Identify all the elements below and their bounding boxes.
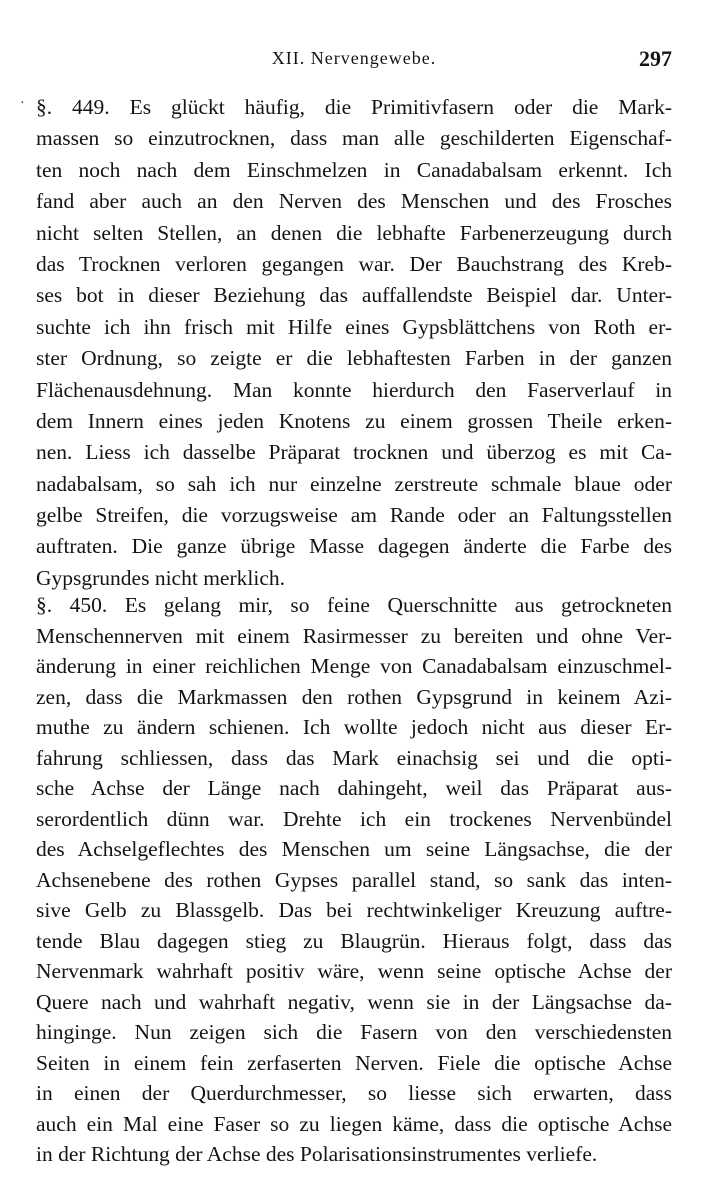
- text-line: massen so einzutrocknen, dass man alle geschilderten Eigenschaf-: [36, 126, 672, 151]
- text-line: änderung in einer reichlichen Menge von Canadabalsam einzuschmel-: [36, 654, 672, 678]
- text-line: §. 450. Es gelang mir, so feine Querschnitte aus getrockneten: [36, 593, 672, 617]
- text-line: Quere nach und wahrhaft negativ, wenn sie in der Längsachse da-: [36, 989, 672, 1014]
- text-line: das Trocknen verloren gegangen war. Der Bauchstrang des Kreb-: [36, 251, 672, 276]
- text-line: in der Richtung der Achse des Polarisationsinstrumentes verliefe.: [36, 1142, 598, 1166]
- text-line: muthe zu ändern schienen. Ich wollte jedoch nicht aus dieser Er-: [36, 715, 672, 739]
- text-line: Flächenausdehnung. Man konnte hierdurch den Faserverlauf in: [36, 377, 672, 402]
- text-line: in einen der Querdurchmesser, so liesse sich erwarten, dass: [36, 1081, 672, 1105]
- text-line: ses bot in dieser Beziehung das auffallendste Beispiel dar. Unter-: [36, 283, 672, 308]
- text-line: nen. Liess ich dasselbe Präparat trocknen und überzog es mit Ca-: [36, 440, 672, 465]
- text-line: hinginge. Nun zeigen sich die Fasern von den verschiedensten: [36, 1020, 672, 1044]
- text-line: Menschennerven mit einem Rasirmesser zu bereiten und ohne Ver-: [36, 623, 672, 648]
- text-line: ster Ordnung, so zeigte er die lebhaftesten Farben in der ganzen: [36, 346, 672, 371]
- paragraph-449: [36, 92, 672, 594]
- text-line: Nervenmark wahrhaft positiv wäre, wenn seine optische Achse der: [36, 959, 672, 983]
- text-line: ten noch nach dem Einschmelzen in Canadabalsam erkennt. Ich: [36, 157, 672, 182]
- paragraph-450: [36, 590, 672, 1170]
- text-line: sive Gelb zu Blassgelb. Das bei rechtwinkeliger Kreuzung auftre-: [36, 898, 672, 922]
- running-head: XII. Nervengewebe.: [271, 48, 437, 68]
- text-line: Achsenebene des rothen Gypses parallel stand, so sank das inten-: [36, 867, 672, 892]
- text-line: serordentlich dünn war. Drehte ich ein trockenes Nervenbündel: [36, 806, 672, 831]
- text-line: auftraten. Die ganze übrige Masse dagegen änderte die Farbe des: [36, 534, 672, 559]
- text-line: fahrung schliessen, dass das Mark einachsig sei und die opti-: [36, 745, 672, 770]
- text-line: dem Innern eines jeden Knotens zu einem grossen Theile erken-: [36, 408, 672, 433]
- text-line: sche Achse der Länge nach dahingeht, weil das Präparat aus-: [36, 776, 672, 800]
- page-header: [36, 46, 672, 76]
- text-line: des Achselgeflechtes des Menschen um seine Längsachse, die der: [36, 837, 672, 861]
- text-line: fand aber auch an den Nerven des Menschen und des Frosches: [36, 189, 672, 214]
- margin-mark: ·: [20, 96, 25, 111]
- text-line: nadabalsam, so sah ich nur einzelne zerstreute schmale blaue oder: [36, 471, 672, 496]
- text-line: auch ein Mal eine Faser so zu liegen käme, dass die optische Achse: [36, 1111, 672, 1136]
- text-line: nicht selten Stellen, an denen die lebhafte Farbenerzeugung durch: [36, 220, 672, 245]
- text-line: zen, dass die Markmassen den rothen Gypsgrund in keinem Azi-: [36, 684, 672, 709]
- text-line: Gypsgrundes nicht merklich.: [36, 565, 285, 590]
- text-line: suchte ich ihn frisch mit Hilfe eines Gypsblättchens von Roth er-: [36, 314, 672, 339]
- page-number: 297: [639, 46, 672, 71]
- text-line: tende Blau dagegen stieg zu Blaugrün. Hieraus folgt, dass das: [36, 928, 672, 953]
- text-line: §. 449. Es glückt häufig, die Primitivfasern oder die Mark-: [36, 95, 672, 119]
- text-line: gelbe Streifen, die vorzugsweise am Rande oder an Faltungsstellen: [36, 503, 672, 528]
- text-line: Seiten in einem fein zerfaserten Nerven. Fiele die optische Achse: [36, 1050, 672, 1075]
